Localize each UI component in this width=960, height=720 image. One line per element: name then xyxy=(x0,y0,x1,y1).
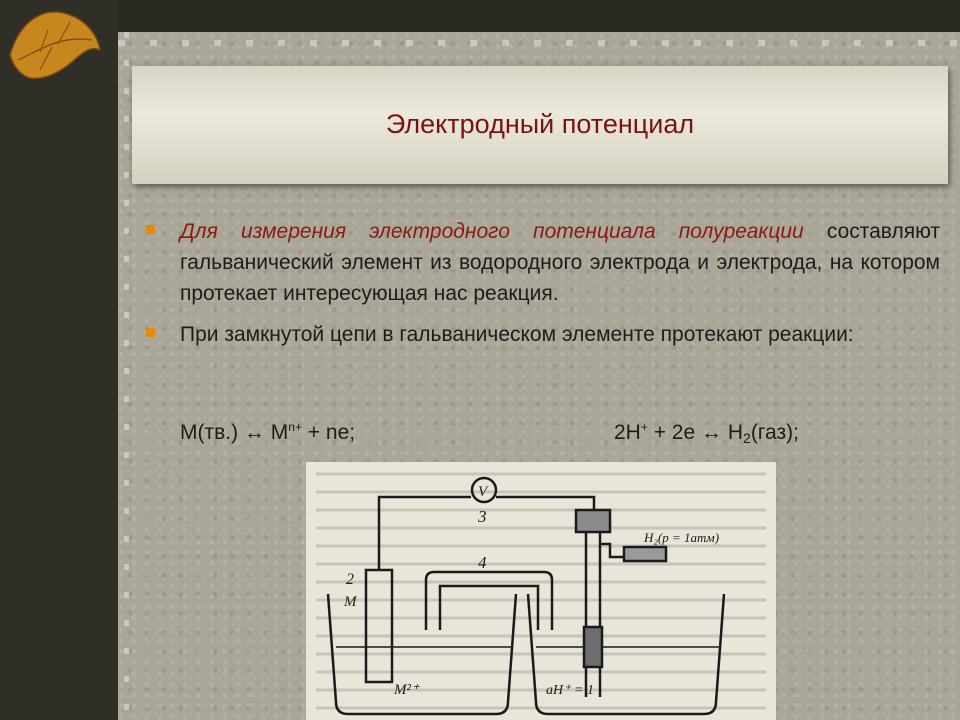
label-2: 2 xyxy=(346,571,354,588)
bullet-1-italic: Для измерения электродного потенциала полуреакции xyxy=(180,220,804,243)
label-4: 4 xyxy=(478,553,487,572)
metal-half-reaction: M(тв.) ↔ $M^{n+}$ + ne; xyxy=(180,420,356,444)
label-h2-pressure: H₂(p = 1атм) xyxy=(644,530,720,545)
label-hydrogen-activity: aH⁺ = 1 xyxy=(546,683,594,698)
label-metal: M xyxy=(344,594,357,610)
cell-drawing xyxy=(306,462,776,720)
bullet-marker-icon xyxy=(146,225,155,234)
bullet-item-1 xyxy=(140,216,940,309)
label-metal-ion: M²⁺ xyxy=(394,682,419,698)
top-bar xyxy=(0,0,960,32)
label-3: 3 xyxy=(478,507,487,526)
bullet-2-text: При замкнутой цепи в гальваническом элементе протекают реакции: xyxy=(180,323,854,346)
bullet-marker-icon xyxy=(146,328,155,337)
bullet-item-2 xyxy=(140,319,940,350)
decorative-dashed-line xyxy=(118,40,960,46)
left-bar xyxy=(0,0,118,720)
bullet-list xyxy=(140,216,940,350)
hydrogen-half-reaction: 2H+ + 2e ↔ $H_2(газ)$; xyxy=(614,420,799,446)
voltmeter-label: V xyxy=(478,484,488,500)
slide-title: Электродный потенциал xyxy=(385,109,695,139)
decorative-dashed-line-vertical xyxy=(124,32,129,720)
autumn-leaf-icon xyxy=(0,0,110,90)
bullet-1-text: составляют гальванический элемент из водородного электрода и электрода, на котором протекает интересующая нас реакция. xyxy=(180,220,941,305)
title-box xyxy=(132,66,948,184)
reaction-equations xyxy=(180,420,940,452)
galvanic-cell-diagram xyxy=(306,462,776,720)
